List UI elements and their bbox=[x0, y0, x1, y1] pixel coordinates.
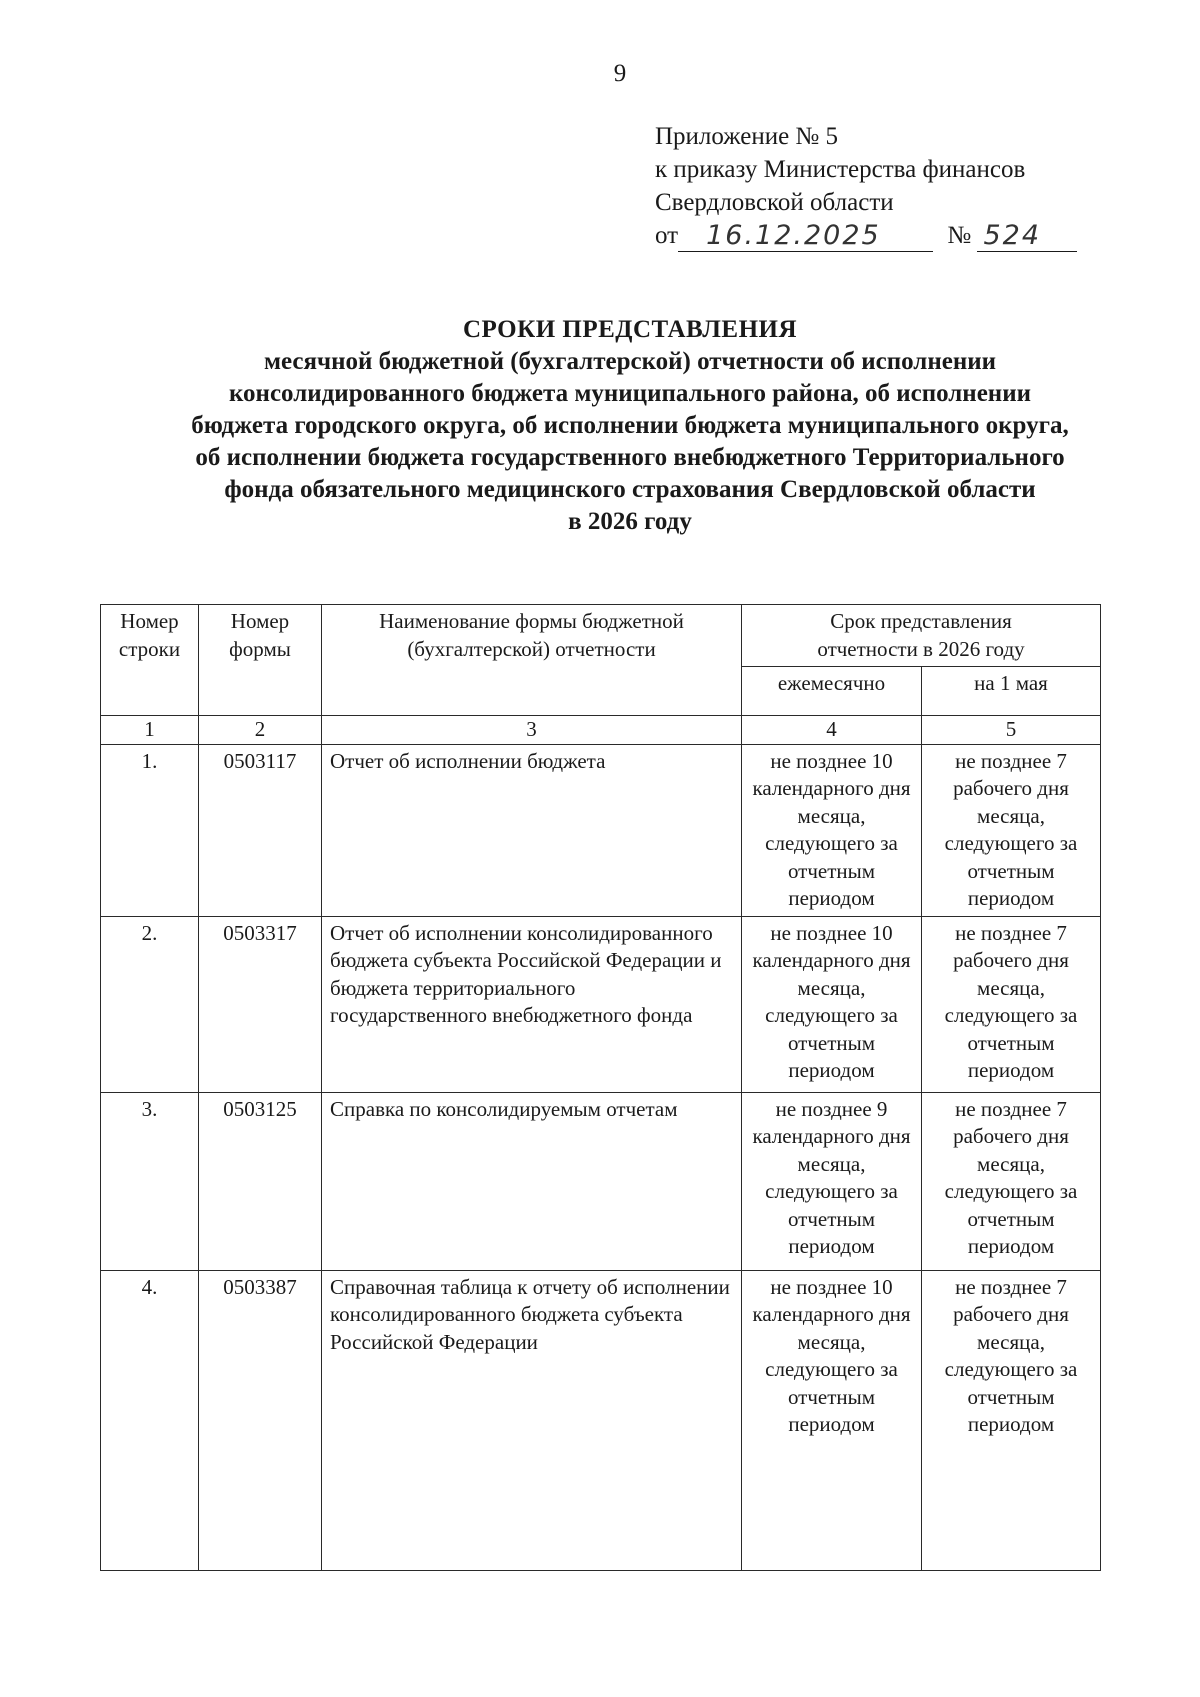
number-field bbox=[977, 220, 1077, 252]
header-form-name: Наименование формы бюджетной (бухгалтерской) отчетности bbox=[322, 605, 742, 716]
title-line: фонда обязательного медицинского страхования Свердловской области bbox=[224, 476, 1036, 503]
deadline-may1: не позднее 7 рабочего дня месяца, следующего за отчетным периодом bbox=[922, 744, 1101, 916]
page-number: 9 bbox=[613, 60, 627, 87]
column-number: 4 bbox=[742, 716, 922, 745]
header-monthly: ежемесячно bbox=[742, 667, 922, 716]
title-line: бюджета городского округа, об исполнении бюджета муниципального округа, bbox=[191, 412, 1069, 439]
column-number: 5 bbox=[922, 716, 1101, 745]
header-deadline-group: Срок представления отчетности в 2026 году bbox=[742, 605, 1101, 667]
column-number: 3 bbox=[322, 716, 742, 745]
form-name: Отчет об исполнении консолидированного бюджета субъекта Российской Федерации и бюджета территориального государственного внебюджетного фонда bbox=[322, 916, 742, 1092]
header-row bbox=[101, 605, 1101, 667]
deadline-may1: не позднее 7 рабочего дня месяца, следующего за отчетным периодом bbox=[922, 1270, 1101, 1570]
number-value: 524 bbox=[983, 220, 1042, 251]
table-row bbox=[101, 1270, 1101, 1570]
form-name: Справочная таблица к отчету об исполнении консолидированного бюджета субъекта Российской Федерации bbox=[322, 1270, 742, 1570]
deadline-may1: не позднее 7 рабочего дня месяца, следующего за отчетным периодом bbox=[922, 1092, 1101, 1270]
deadline-monthly: не позднее 10 календарного дня месяца, следующего за отчетным периодом bbox=[742, 1270, 922, 1570]
appendix-block bbox=[655, 120, 1077, 252]
deadline-monthly: не позднее 10 календарного дня месяца, следующего за отчетным периодом bbox=[742, 744, 922, 916]
title-line: консолидированного бюджета муниципального района, об исполнении bbox=[228, 380, 1032, 407]
row-number: 1. bbox=[101, 744, 199, 916]
header-form-number: Номер формы bbox=[199, 605, 322, 716]
form-number: 0503125 bbox=[199, 1092, 322, 1270]
deadline-monthly: не позднее 9 календарного дня месяца, следующего за отчетным периодом bbox=[742, 1092, 922, 1270]
deadlines-table bbox=[100, 604, 1101, 1571]
appendix-line-2: к приказу Министерства финансов bbox=[655, 156, 1026, 183]
column-number: 1 bbox=[101, 716, 199, 745]
deadline-may1: не позднее 7 рабочего дня месяца, следующего за отчетным периодом bbox=[922, 916, 1101, 1092]
form-number: 0503117 bbox=[199, 744, 322, 916]
form-number: 0503317 bbox=[199, 916, 322, 1092]
form-name: Справка по консолидируемым отчетам bbox=[322, 1092, 742, 1270]
title-line: месячной бюджетной (бухгалтерской) отчетности об исполнении bbox=[263, 348, 997, 375]
column-number: 2 bbox=[199, 716, 322, 745]
form-number: 0503387 bbox=[199, 1270, 322, 1570]
title-main: СРОКИ ПРЕДСТАВЛЕНИЯ bbox=[462, 316, 798, 343]
title-line: в 2026 году bbox=[568, 508, 692, 535]
header-may1: на 1 мая bbox=[922, 667, 1101, 716]
appendix-date-line bbox=[655, 219, 1077, 252]
date-value: 16.12.2025 bbox=[706, 220, 881, 251]
appendix-line-1: Приложение № 5 bbox=[655, 123, 839, 150]
row-number: 2. bbox=[101, 916, 199, 1092]
header-row-number: Номер строки bbox=[101, 605, 199, 716]
row-number: 3. bbox=[101, 1092, 199, 1270]
appendix-line-3: Свердловской области bbox=[655, 189, 894, 216]
table-row bbox=[101, 1092, 1101, 1270]
deadline-monthly: не позднее 10 календарного дня месяца, следующего за отчетным периодом bbox=[742, 916, 922, 1092]
table-row bbox=[101, 916, 1101, 1092]
date-prefix: от bbox=[655, 222, 679, 249]
form-name: Отчет об исполнении бюджета bbox=[322, 744, 742, 916]
table-row bbox=[101, 744, 1101, 916]
date-field bbox=[678, 220, 933, 252]
column-number-row bbox=[101, 716, 1101, 745]
title-line: об исполнении бюджета государственного внебюджетного Территориального bbox=[195, 444, 1065, 471]
number-prefix: № bbox=[947, 222, 972, 249]
row-number: 4. bbox=[101, 1270, 199, 1570]
document-title bbox=[100, 314, 1160, 538]
